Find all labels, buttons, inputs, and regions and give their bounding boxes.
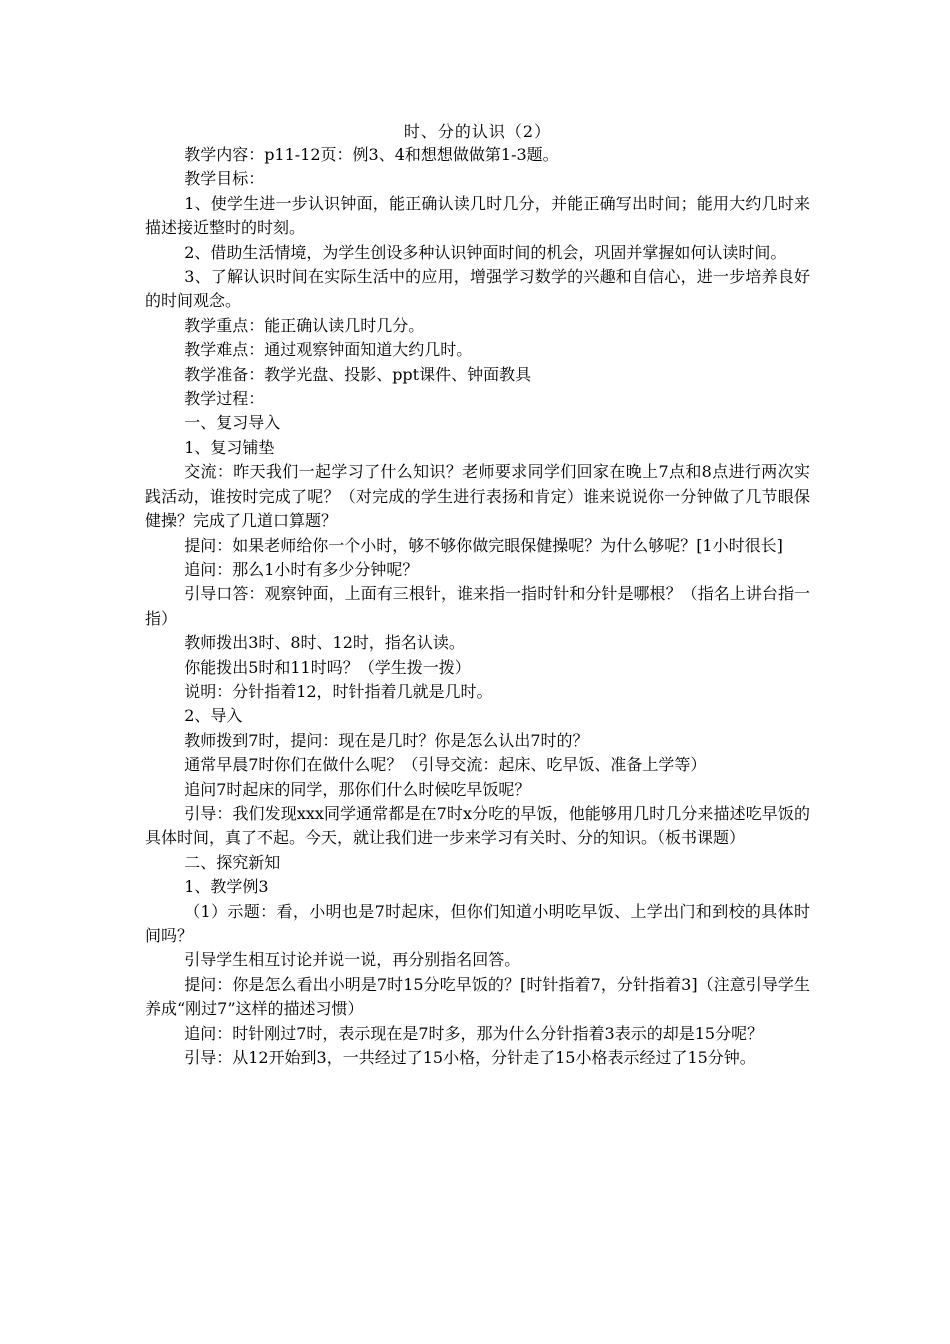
paragraph: 3、了解认识时间在实际生活中的应用，增强学习数学的兴趣和自信心，进一步培养良好的时间观念。 [145, 267, 810, 311]
paragraph: 你能拨出5时和11时吗？（学生拨一拨） [184, 657, 471, 677]
paragraph: 引导：我们发现xxx同学通常都是在7时x分吃的早饭，他能够用几时几分来描述吃早饭的具体时间，真了不起。今天，就让我们进一步来学习有关时、分的知识。（板书课题） [145, 803, 810, 848]
paragraph: 教学目标： [184, 169, 265, 189]
document-body [145, 143, 810, 1070]
paragraph: 引导口答：观察钟面，上面有三根针，谁来指一指时针和分针是哪根？（指名上讲台指一指） [145, 584, 810, 628]
paragraph: 教学过程： [184, 389, 265, 409]
paragraph: 1、使学生进一步认识钟面，能正确认读几时几分，并能正确写出时间；能用大约几时来描述接近整时的时刻。 [145, 193, 810, 238]
paragraph: 教学内容：p11-12页：例3、4和想想做做第1-3题。 [184, 145, 559, 164]
paragraph: 一、复习导入 [184, 413, 281, 433]
paragraph: 引导：从12开始到3，一共经过了15小格，分针走了15小格表示经过了15分钟。 [184, 1048, 756, 1068]
paragraph: 引导学生相互讨论并说一说，再分别指名回答。 [184, 950, 521, 970]
paragraph: 教师拨到7时，提问：现在是几时？你是怎么认出7时的？ [184, 730, 589, 750]
paragraph: 教学难点：通过观察钟面知道大约几时。 [184, 340, 473, 360]
paragraph: 追问：时针刚过7时，表示现在是7时多，那为什么分针指着3表示的却是15分呢？ [184, 1023, 764, 1043]
paragraph: 教师拨出3时、8时、12时，指名认读。 [184, 633, 465, 653]
paragraph: 2、借助生活情境，为学生创设多种认识钟面时间的机会，巩固并掌握如何认读时间。 [184, 242, 787, 262]
paragraph: 追问：那么1小时有多少分钟呢？ [184, 559, 419, 579]
paragraph: 说明：分针指着12，时针指着几就是几时。 [184, 681, 493, 701]
paragraph: 追问7时起床的同学，那你们什么时候吃早饭呢？ [184, 779, 531, 799]
paragraph: 教学重点：能正确认读几时几分。 [184, 315, 425, 335]
document-page [145, 120, 810, 1070]
paragraph: 1、复习铺垫 [184, 437, 275, 457]
paragraph: 1、教学例3 [184, 877, 269, 897]
paragraph: 提问：你是怎么看出小明是7时15分吃早饭的？[时针指着7，分针指着3]（注意引导学生养成“刚过7”这样的描述习惯） [145, 974, 810, 1019]
paragraph: 二、探究新知 [184, 852, 281, 872]
paragraph: 2、导入 [184, 706, 243, 726]
paragraph: 教学准备：教学光盘、投影、ppt课件、钟面教具 [184, 364, 532, 384]
paragraph: 交流：昨天我们一起学习了什么知识？老师要求同学们回家在晚上7点和8点进行两次实践活动，谁按时完成了呢？（对完成的学生进行表扬和肯定）谁来说说你一分钟做了几节眼保健操？完成了几道口算题？ [145, 462, 810, 531]
paragraph: 提问：如果老师给你一个小时，够不够你做完眼保健操呢？为什么够呢？[1小时很长] [184, 535, 783, 555]
paragraph: 通常早晨7时你们在做什么呢？（引导交流：起床、吃早饭、准备上学等） [184, 755, 707, 775]
document-title: 时、分的认识（2） [403, 122, 552, 141]
paragraph: （1）示题：看，小明也是7时起床，但你们知道小明吃早饭、上学出门和到校的具体时间吗？ [145, 901, 810, 945]
